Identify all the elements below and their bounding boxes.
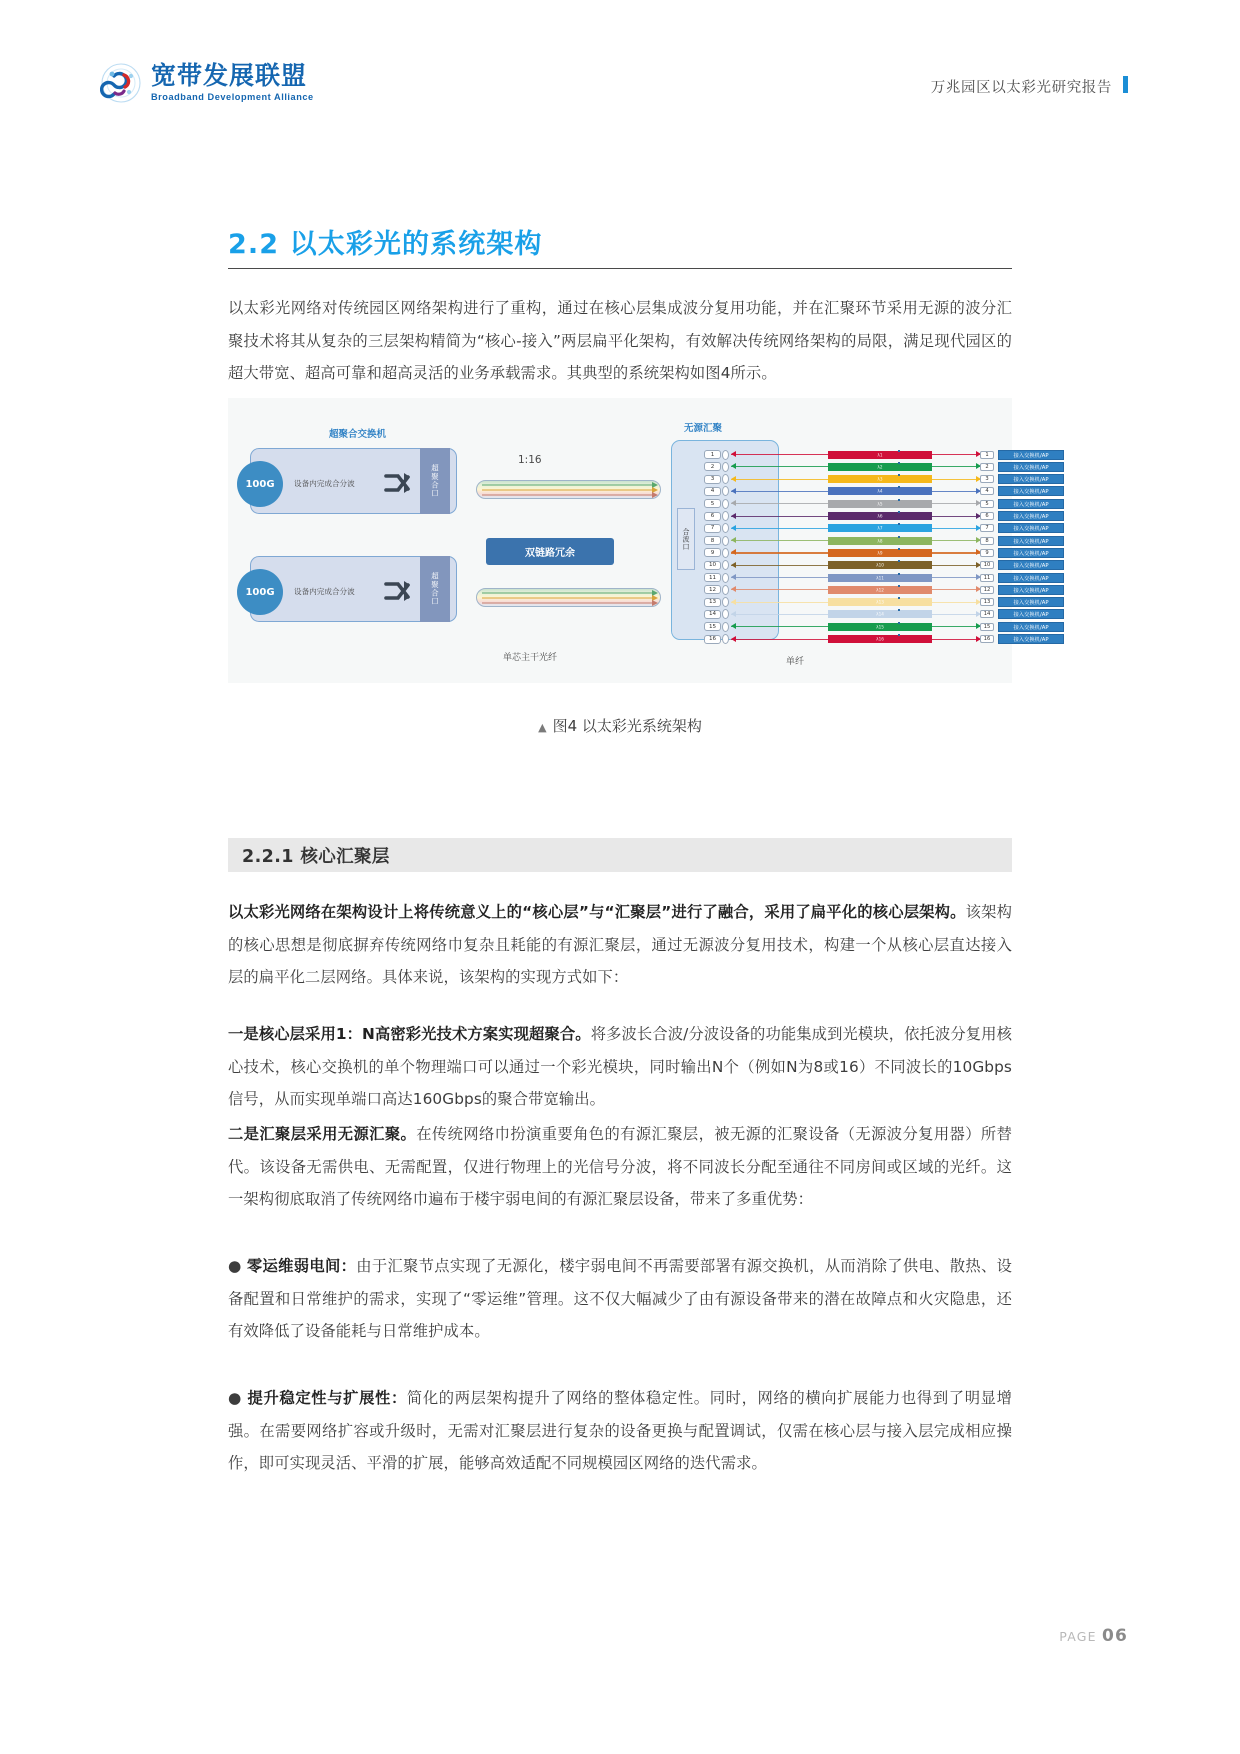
paragraph-core-aggregation xyxy=(228,896,1012,994)
fiber-link-left-12 xyxy=(731,589,829,590)
fiber-link-right-6 xyxy=(932,516,980,517)
fiber-arrow-left-3 xyxy=(731,476,736,482)
passive-port-12: 12 xyxy=(704,585,721,594)
report-title: 万兆园区以太彩光研究报告 xyxy=(930,80,1112,96)
passive-port-7: 7 xyxy=(704,524,721,533)
bullet-zero-ops xyxy=(228,1250,1012,1348)
p1-lead: 以太彩光网络在架构设计上将传统意义上的“核心层”与“汇聚层”进行了融合，采用了扁平化的核心层架构。 xyxy=(228,903,966,921)
fiber-link-left-8 xyxy=(731,540,829,541)
fiber-arrow-left-15 xyxy=(731,623,736,629)
fiber-link-left-9 xyxy=(731,552,829,553)
caption-marker-icon: ▲ xyxy=(538,721,547,734)
passive-port-14: 14 xyxy=(704,610,721,619)
access-port-16: 16 xyxy=(980,635,994,643)
paragraph-passive-layer xyxy=(228,1118,1012,1216)
passive-port-1: 1 xyxy=(704,450,721,459)
inner-mux-label-upper: 设备内完成合分波 xyxy=(294,479,355,488)
port-connector-5 xyxy=(722,499,729,509)
wavelength-bar-7: λ7 xyxy=(828,524,932,532)
wavelength-bar-2: λ2 xyxy=(828,463,932,471)
bullet-marker-1: ● xyxy=(228,1257,242,1275)
wavelength-bar-15: λ15 xyxy=(828,623,932,631)
fiber-arrow-left-1 xyxy=(731,451,736,457)
wavelength-bar-1: λ1 xyxy=(828,451,932,459)
access-port-9: 9 xyxy=(980,549,994,557)
fiber-link-left-14 xyxy=(731,614,829,615)
fiber-link-left-11 xyxy=(731,577,829,578)
figure-label-passive: 无源汇聚 xyxy=(684,423,723,434)
access-port-13: 13 xyxy=(980,598,994,606)
p2-lead: 一是核心层采用1：N高密彩光技术方案实现超聚合。 xyxy=(228,1025,591,1043)
intro-paragraph: 以太彩光网络对传统园区网络架构进行了重构，通过在核心层集成波分复用功能，并在汇聚环节采用无源的波分汇聚技术将其从复杂的三层架构精简为“核心-接入”两层扁平化架构，有效解决传统网络架构的局限，满足现代园区的超大带宽、超高可靠和超高灵活的业务承载需求。其典型的系统架构如图4所示。 xyxy=(228,299,1012,382)
inner-mux-label-lower: 设备内完成合分波 xyxy=(294,587,355,596)
fiber-link-right-15 xyxy=(932,626,980,627)
footer-page-number: 06 xyxy=(1101,1626,1128,1646)
fiber-link-left-2 xyxy=(731,466,829,467)
figure-label-switch: 超聚合交换机 xyxy=(329,429,387,440)
access-port-6: 6 xyxy=(980,512,994,520)
fiber-link-right-11 xyxy=(932,577,980,578)
fiber-link-left-5 xyxy=(731,503,829,504)
passive-port-3: 3 xyxy=(704,475,721,484)
single-fiber-label: 单纤 xyxy=(786,657,805,667)
access-port-14: 14 xyxy=(980,610,994,618)
mux-cross-icon-upper xyxy=(384,472,412,499)
fiber-arrow-left-4 xyxy=(731,488,736,494)
page-header xyxy=(0,58,1240,118)
rate-badge-upper: 100G xyxy=(237,461,283,507)
passive-port-11: 11 xyxy=(704,573,721,582)
bullet-stability xyxy=(228,1382,1012,1480)
subsection-title: 2.2.1 核心汇聚层 xyxy=(242,846,390,867)
port-connector-15 xyxy=(722,622,729,632)
fiber-link-left-10 xyxy=(731,565,829,566)
access-switch-5: 接入交换机/AP xyxy=(998,499,1064,509)
passive-port-8: 8 xyxy=(704,536,721,545)
access-switch-1: 接入交换机/AP xyxy=(998,450,1064,460)
access-switch-4: 接入交换机/AP xyxy=(998,486,1064,496)
fiber-link-right-3 xyxy=(932,479,980,480)
trunk-arrows-lower xyxy=(476,588,661,607)
access-port-12: 12 xyxy=(980,586,994,594)
access-port-1: 1 xyxy=(980,451,994,459)
access-switch-11: 接入交换机/AP xyxy=(998,573,1064,583)
split-ratio-label: 1:16 xyxy=(518,454,542,466)
fiber-link-right-2 xyxy=(932,466,980,467)
p3-lead: 二是汇聚层采用无源汇聚。 xyxy=(228,1125,417,1143)
wavelength-bar-8: λ8 xyxy=(828,537,932,545)
redundancy-badge: 双链路冗余 xyxy=(486,538,614,565)
trunk-arrows-upper xyxy=(476,480,661,499)
access-port-5: 5 xyxy=(980,500,994,508)
passive-port-15: 15 xyxy=(704,622,721,631)
passive-port-2: 2 xyxy=(704,462,721,471)
passive-port-9: 9 xyxy=(704,548,721,557)
section-title: 2.2 以太彩光的系统架构 xyxy=(228,229,543,260)
port-connector-2 xyxy=(722,462,729,472)
access-port-15: 15 xyxy=(980,623,994,631)
fiber-arrow-left-8 xyxy=(731,537,736,543)
port-connector-12 xyxy=(722,585,729,595)
wavelength-bar-13: λ13 xyxy=(828,598,932,606)
passive-port-5: 5 xyxy=(704,499,721,508)
fiber-link-left-6 xyxy=(731,516,829,517)
p1-body: 该架构的核心思想是彻底摒弃传统网络巾复杂且耗能的有源汇聚层，通过无源波分复用技术，构建一个从核心层直达接入层的扁平化二层网络。具体来说，该架构的实现方式如下： xyxy=(228,903,1012,986)
port-connector-1 xyxy=(722,450,729,460)
fiber-link-left-16 xyxy=(731,639,829,640)
access-switch-8: 接入交换机/AP xyxy=(998,536,1064,546)
b2-body: 简化的两层架构提升了网络的整体稳定性。同时，网络的横向扩展能力也得到了明显增强。在需要网络扩容或升级时，无需对汇聚层进行复杂的设备更换与配置调试，仅需在核心层与接入层完成相应操作，即可实现灵活、平滑的扩展，能够高效适配不同规模园区网络的迭代需求。 xyxy=(228,1389,1012,1472)
fiber-arrow-left-11 xyxy=(731,574,736,580)
passive-port-16: 16 xyxy=(704,635,721,644)
fiber-link-left-15 xyxy=(731,626,829,627)
access-switch-16: 接入交换机/AP xyxy=(998,634,1064,644)
wavelength-bar-4: λ4 xyxy=(828,487,932,495)
caption-text: 图4 以太彩光系统架构 xyxy=(552,717,702,735)
fiber-arrow-left-2 xyxy=(731,463,736,469)
access-port-2: 2 xyxy=(980,463,994,471)
page-footer xyxy=(1059,1626,1128,1646)
port-connector-16 xyxy=(722,634,729,644)
access-switch-2: 接入交换机/AP xyxy=(998,462,1064,472)
fiber-arrow-left-7 xyxy=(731,525,736,531)
section-divider xyxy=(228,268,1012,269)
port-connector-8 xyxy=(722,536,729,546)
aggregation-port-upper: 超聚合口 xyxy=(420,448,450,514)
wavelength-bar-16: λ16 xyxy=(828,635,932,643)
wavelength-bar-9: λ9 xyxy=(828,549,932,557)
access-switch-13: 接入交换机/AP xyxy=(998,597,1064,607)
access-port-11: 11 xyxy=(980,574,994,582)
access-port-10: 10 xyxy=(980,561,994,569)
access-port-8: 8 xyxy=(980,537,994,545)
wavelength-bar-10: λ10 xyxy=(828,561,932,569)
fiber-link-right-13 xyxy=(932,602,980,603)
architecture-figure xyxy=(228,398,1049,683)
access-port-4: 4 xyxy=(980,487,994,495)
fiber-link-left-7 xyxy=(731,528,829,529)
fiber-arrow-left-9 xyxy=(731,549,736,555)
logo-chinese-name: 宽带发展联盟 xyxy=(151,61,308,91)
p3-body: 在传统网络巾扮演重要角色的有源汇聚层，被无源的汇聚设备（无源波分复用器）所替代。该设备无需供电、无需配置，仅进行物理上的光信号分波，将不同波长分配至通往不同房间或区域的光纤。这一架构彻底取消了传统网络巾遍布于楼宇弱电间的有源汇聚层设备，带来了多重优势： xyxy=(228,1125,1012,1208)
wavelength-bar-11: λ11 xyxy=(828,574,932,582)
wavelength-bar-5: λ5 xyxy=(828,500,932,508)
wavelength-bar-12: λ12 xyxy=(828,586,932,594)
wavelength-bar-6: λ6 xyxy=(828,512,932,520)
b2-lead: 提升稳定性与扩展性： xyxy=(247,1389,407,1407)
passive-port-6: 6 xyxy=(704,512,721,521)
passive-port-13: 13 xyxy=(704,598,721,607)
wavelength-bar-3: λ3 xyxy=(828,475,932,483)
fiber-arrow-left-12 xyxy=(731,586,736,592)
subsection-header xyxy=(228,838,1012,872)
fiber-arrow-left-14 xyxy=(731,611,736,617)
fiber-link-right-8 xyxy=(932,540,980,541)
rate-badge-lower: 100G xyxy=(237,569,283,615)
aggregation-port-lower: 超聚合口 xyxy=(420,556,450,622)
access-switch-10: 接入交换机/AP xyxy=(998,560,1064,570)
fiber-link-right-14 xyxy=(932,614,980,615)
access-switch-12: 接入交换机/AP xyxy=(998,585,1064,595)
access-switch-9: 接入交换机/AP xyxy=(998,548,1064,558)
access-switch-3: 接入交换机/AP xyxy=(998,474,1064,484)
fiber-link-right-1 xyxy=(932,454,980,455)
p2-body: 将多波长合波/分波设备的功能集成到光模块，依托波分复用核心技术，核心交换机的单个物理端口可以通过一个彩光模块，同时输出N个（例如N为8或16）不同波长的10Gbps信号，从而实现单端口高达160Gbps的聚合带宽输出。 xyxy=(228,1025,1012,1108)
access-switch-7: 接入交换机/AP xyxy=(998,523,1064,533)
fiber-link-right-9 xyxy=(932,552,980,553)
combine-port: 合波口 xyxy=(677,508,695,570)
trunk-fiber-label: 单芯主干光纤 xyxy=(503,653,558,663)
mux-cross-icon-lower xyxy=(384,580,412,607)
paragraph-core-layer xyxy=(228,1018,1012,1116)
fiber-arrow-left-13 xyxy=(731,599,736,605)
access-switch-14: 接入交换机/AP xyxy=(998,609,1064,619)
fiber-link-right-10 xyxy=(932,565,980,566)
port-connector-11 xyxy=(722,573,729,583)
fiber-link-right-16 xyxy=(932,639,980,640)
access-switch-15: 接入交换机/AP xyxy=(998,622,1064,632)
port-connector-6 xyxy=(722,511,729,521)
fiber-link-right-7 xyxy=(932,528,980,529)
logo-english-name: Broadband Development Alliance xyxy=(151,91,314,102)
alliance-logo-icon xyxy=(100,62,142,104)
fiber-arrow-left-16 xyxy=(731,636,736,642)
wavelength-bar-14: λ14 xyxy=(828,610,932,618)
fiber-link-right-4 xyxy=(932,491,980,492)
access-port-7: 7 xyxy=(980,524,994,532)
fiber-arrow-left-5 xyxy=(731,500,736,506)
fiber-arrow-left-10 xyxy=(731,562,736,568)
fiber-link-right-5 xyxy=(932,503,980,504)
figure-caption xyxy=(228,715,1012,736)
bullet-marker-2: ● xyxy=(228,1389,242,1407)
b1-lead: 零运维弱电间： xyxy=(246,1257,357,1275)
fiber-link-left-1 xyxy=(731,454,829,455)
fiber-link-left-4 xyxy=(731,491,829,492)
fiber-link-left-3 xyxy=(731,479,829,480)
access-switch-6: 接入交换机/AP xyxy=(998,511,1064,521)
fiber-link-right-12 xyxy=(932,589,980,590)
passive-port-4: 4 xyxy=(704,487,721,496)
footer-label: PAGE xyxy=(1059,1629,1097,1644)
fiber-link-left-13 xyxy=(731,602,829,603)
brand-logo xyxy=(100,62,314,104)
fiber-arrow-left-6 xyxy=(731,513,736,519)
header-accent-bar xyxy=(1123,76,1128,93)
access-port-3: 3 xyxy=(980,475,994,483)
port-connector-9 xyxy=(722,548,729,558)
passive-port-10: 10 xyxy=(704,561,721,570)
b1-body: 由于汇聚节点实现了无源化，楼宇弱电间不再需要部署有源交换机，从而消除了供电、散热、设备配置和日常维护的需求，实现了“零运维”管理。这不仅大幅减少了由有源设备带来的潜在故障点和火灾隐患，还有效降低了设备能耗与日常维护成本。 xyxy=(228,1257,1012,1340)
